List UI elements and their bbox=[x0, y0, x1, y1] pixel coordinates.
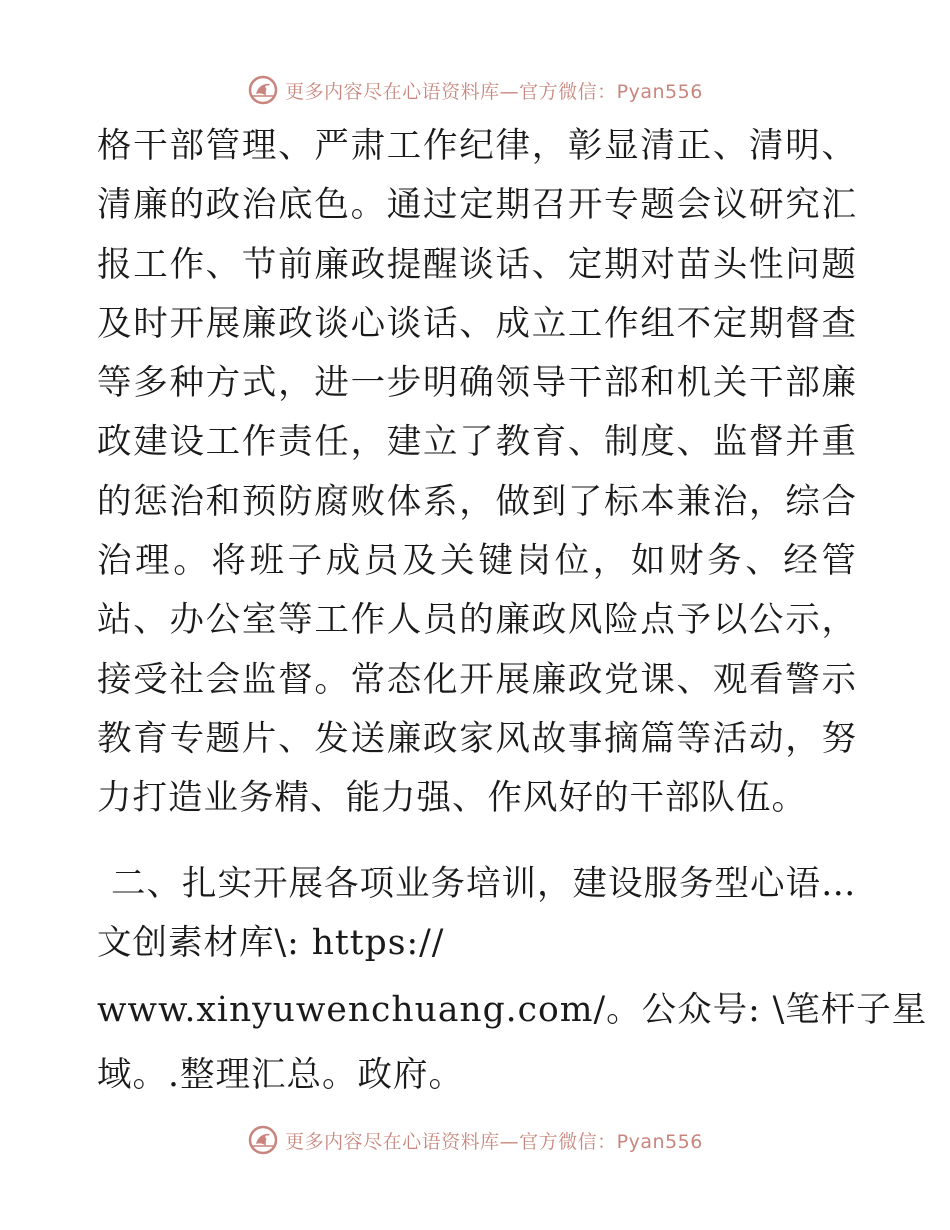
paragraph-source-line-2: www.xinyuwenchuang.com/。公众号: \笔杆子星 bbox=[97, 990, 928, 1031]
footer-watermark bbox=[0, 1122, 950, 1158]
circle-rabbit-logo-icon bbox=[247, 74, 279, 106]
circle-rabbit-logo-icon bbox=[247, 1124, 279, 1156]
paragraph-source-line-1: 文创素材库\: https:// bbox=[97, 922, 445, 963]
document-body bbox=[97, 117, 928, 1106]
paragraph-section-heading: 二、扎实开展各项业务培训，建设服务型心语… bbox=[111, 863, 857, 904]
header-watermark bbox=[0, 72, 950, 108]
watermark-text: 更多内容尽在心语资料库—官方微信：Pyan556 bbox=[285, 1130, 703, 1153]
paragraph-source-line-3: 域。.整理汇总。政府。 bbox=[97, 1055, 464, 1096]
paragraph-anti-corruption: 格干部管理、严肃工作纪律，彰显清正、清明、清廉的政治底色。通过定期召开专题会议研究汇报工作、节前廉政提醒谈话、定期对苗头性问题及时开展廉政谈心谈话、成立工作组不定期督查等多种方式，进一步明确领导干部和机关干部廉政建设工作责任，建立了教育、制度、监督并重的惩治和预防腐败体系，做到了标本兼治，综合治理。将班子成员及关键岗位，如财务、经管站、办公室等工作人员的廉政风险点予以公示，接受社会监督。常态化开展廉政党课、观看警示教育专题片、发送廉政家风故事摘篇等活动，努力打造业务精、能力强、作风好的干部队伍。 bbox=[97, 126, 857, 819]
watermark-text: 更多内容尽在心语资料库—官方微信：Pyan556 bbox=[285, 80, 703, 103]
